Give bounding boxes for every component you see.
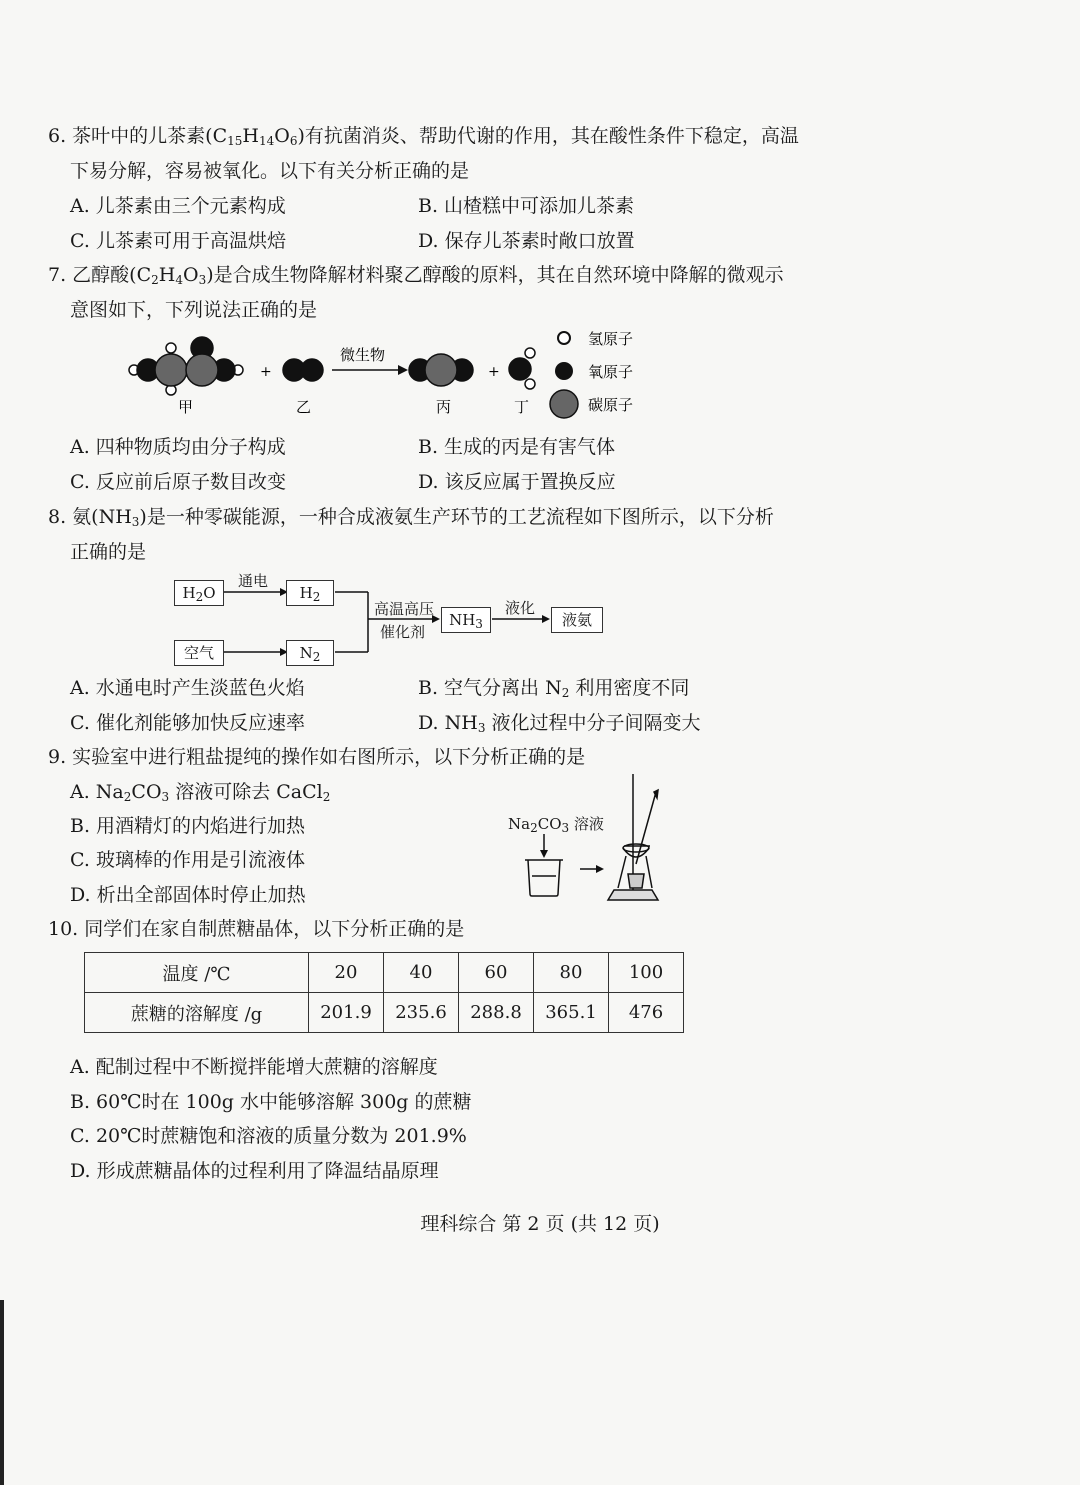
flow-box-air: 空气 [174,640,224,666]
subscript: 15 [227,134,243,148]
q6-text: )有抗菌消炎、帮助代谢的作用，其在酸性条件下稳定，高温 [297,125,799,147]
q9-option-a [70,780,330,809]
legend-hydrogen: 氢原子 [588,330,634,348]
q7-option-a: A. 四种物质均由分子构成 [70,436,286,458]
arrow-label: 微生物 [340,346,386,364]
flow-box-h2o [174,580,224,606]
q9-fig-text: Na [508,815,531,833]
flow-label-conditions: 高温高压 [374,600,435,618]
q8-text: )是一种零碳能源，一种合成液氨生产环节的工艺流程如下图所示，以下分析 [139,506,774,528]
table-cell: 288.8 [459,993,534,1033]
flow-connectors [0,0,1080,700]
flow-text: H [182,584,196,602]
table-cell: 201.9 [309,993,384,1033]
subscript: 3 [477,721,486,735]
q9-text: 溶液可除去 CaCl [169,781,323,803]
subscript: 6 [289,134,298,148]
q6-option-c: C. 儿茶素可用于高温烘焙 [70,230,286,252]
solubility-table [84,952,684,1033]
table-cell: 20 [309,953,384,993]
q9-evaporation-apparatus [520,772,690,908]
legend-oxygen: 氧原子 [588,363,634,381]
scan-edge-bar [0,1300,4,1485]
q9-fig-text: CO [537,815,562,833]
arrow-right-icon [596,865,604,873]
subscript: 2 [312,590,321,604]
plus-sign-1: + [260,364,272,380]
plus-sign-2: + [488,364,500,380]
table-cell: 60 [459,953,534,993]
label-yi: 乙 [296,398,312,416]
subscript: 2 [322,790,331,804]
subscript: 3 [475,617,483,631]
q9-stem: 9. 实验室中进行粗盐提纯的操作如右图所示，以下分析正确的是 [48,746,586,768]
arrow-down-icon [540,850,548,858]
subscript: 4 [175,273,183,287]
q8-text: 8. 氨(NH [48,506,132,528]
q6-option-a: A. 儿茶素由三个元素构成 [70,195,286,217]
q10-option-c: C. 20℃时蔗糖饱和溶液的质量分数为 201.9% [70,1125,467,1147]
beaker-icon [525,860,563,896]
subscript: 3 [561,821,570,835]
q7-text: )是合成生物降解材料聚乙醇酸的原料，其在自然环境中降解的微观示 [206,264,784,286]
page-footer: 理科综合 第 2 页 (共 12 页) [420,1213,660,1235]
q7-option-c: C. 反应前后原子数目改变 [70,471,286,493]
arrow-head-icon [542,615,550,623]
table-cell: 80 [534,953,609,993]
label-ding: 丁 [514,398,530,416]
q8-text: 利用密度不同 [569,677,690,699]
table-cell: 40 [384,953,459,993]
subscript: 2 [530,821,538,835]
label-jia: 甲 [178,398,194,416]
q7-text: 7. 乙醇酸(C [48,264,152,286]
flow-box-h2 [286,580,334,606]
q7-option-b: B. 生成的丙是有害气体 [418,436,616,458]
subscript: 2 [561,686,570,700]
q8-option-b [418,676,689,705]
q10-option-d: D. 形成蔗糖晶体的过程利用了降温结晶原理 [70,1160,439,1182]
q6-option-b: B. 山楂糕中可添加儿茶素 [418,195,635,217]
q8-text: D. NH [418,712,478,734]
q8-text: 液化过程中分子间隔变大 [485,712,701,734]
flow-box-n2 [286,640,334,666]
subscript: 3 [131,515,140,529]
flow-label-electrolysis: 通电 [238,572,269,590]
q6-text: O [274,125,290,147]
q9-option-b: B. 用酒精灯的内焰进行加热 [70,815,306,837]
subscript: 2 [123,790,132,804]
table-row [85,953,684,993]
flow-label-liquefy: 液化 [505,599,536,617]
subscript: 2 [151,273,159,287]
iron-stand-icon [608,774,658,900]
q10-stem: 10. 同学们在家自制蔗糖晶体，以下分析正确的是 [48,918,465,940]
q9-option-c: C. 玻璃棒的作用是引流液体 [70,849,305,871]
q8-option-a: A. 水通电时产生淡蓝色火焰 [70,677,305,699]
q6-stem-line2: 下易分解，容易被氧化。以下有关分析正确的是 [70,160,470,182]
flow-box-nh3 [441,607,491,633]
q7-option-d: D. 该反应属于置换反应 [418,471,616,493]
legend-carbon: 碳原子 [588,396,634,414]
flow-text: NH [449,611,476,629]
table-cell: 365.1 [534,993,609,1033]
q9-option-d: D. 析出全部固体时停止加热 [70,884,306,906]
q8-text: B. 空气分离出 N [418,677,562,699]
subscript: 14 [258,134,275,148]
flow-text: O [203,584,216,602]
q6-text: H [242,125,259,147]
flow-label-catalyst: 催化剂 [380,623,426,641]
q8-stem-line2: 正确的是 [70,541,147,563]
subscript: 2 [312,650,321,664]
flow-text: H [299,584,313,602]
q6-text: 6. 茶叶中的儿茶素(C [48,125,228,147]
table-cell: 100 [609,953,684,993]
table-cell: 476 [609,993,684,1033]
q9-text: CO [131,781,162,803]
q10-option-a: A. 配制过程中不断搅拌能增大蔗糖的溶解度 [70,1056,438,1078]
subscript: 3 [198,273,207,287]
flow-text: N [299,644,313,662]
table-row [85,993,684,1033]
q9-fig-text: 溶液 [569,815,604,833]
subscript: 3 [161,790,170,804]
q9-text: A. Na [70,781,124,803]
q7-stem-line2: 意图如下，下列说法正确的是 [70,299,318,321]
table-cell: 235.6 [384,993,459,1033]
subscript: 2 [195,590,204,604]
q8-option-d [418,711,701,740]
q7-text: H [158,264,176,286]
table-header-solubility: 蔗糖的溶解度 /g [85,993,309,1033]
q8-option-c: C. 催化剂能够加快反应速率 [70,712,305,734]
label-bing: 丙 [436,398,452,416]
q7-text: O [182,264,199,286]
q6-option-d: D. 保存儿茶素时敞口放置 [418,230,635,252]
table-header-temperature: 温度 /℃ [85,953,309,993]
flow-box-liquid-ammonia: 液氨 [551,607,603,633]
q10-option-b: B. 60℃时在 100g 水中能够溶解 300g 的蔗糖 [70,1091,472,1113]
